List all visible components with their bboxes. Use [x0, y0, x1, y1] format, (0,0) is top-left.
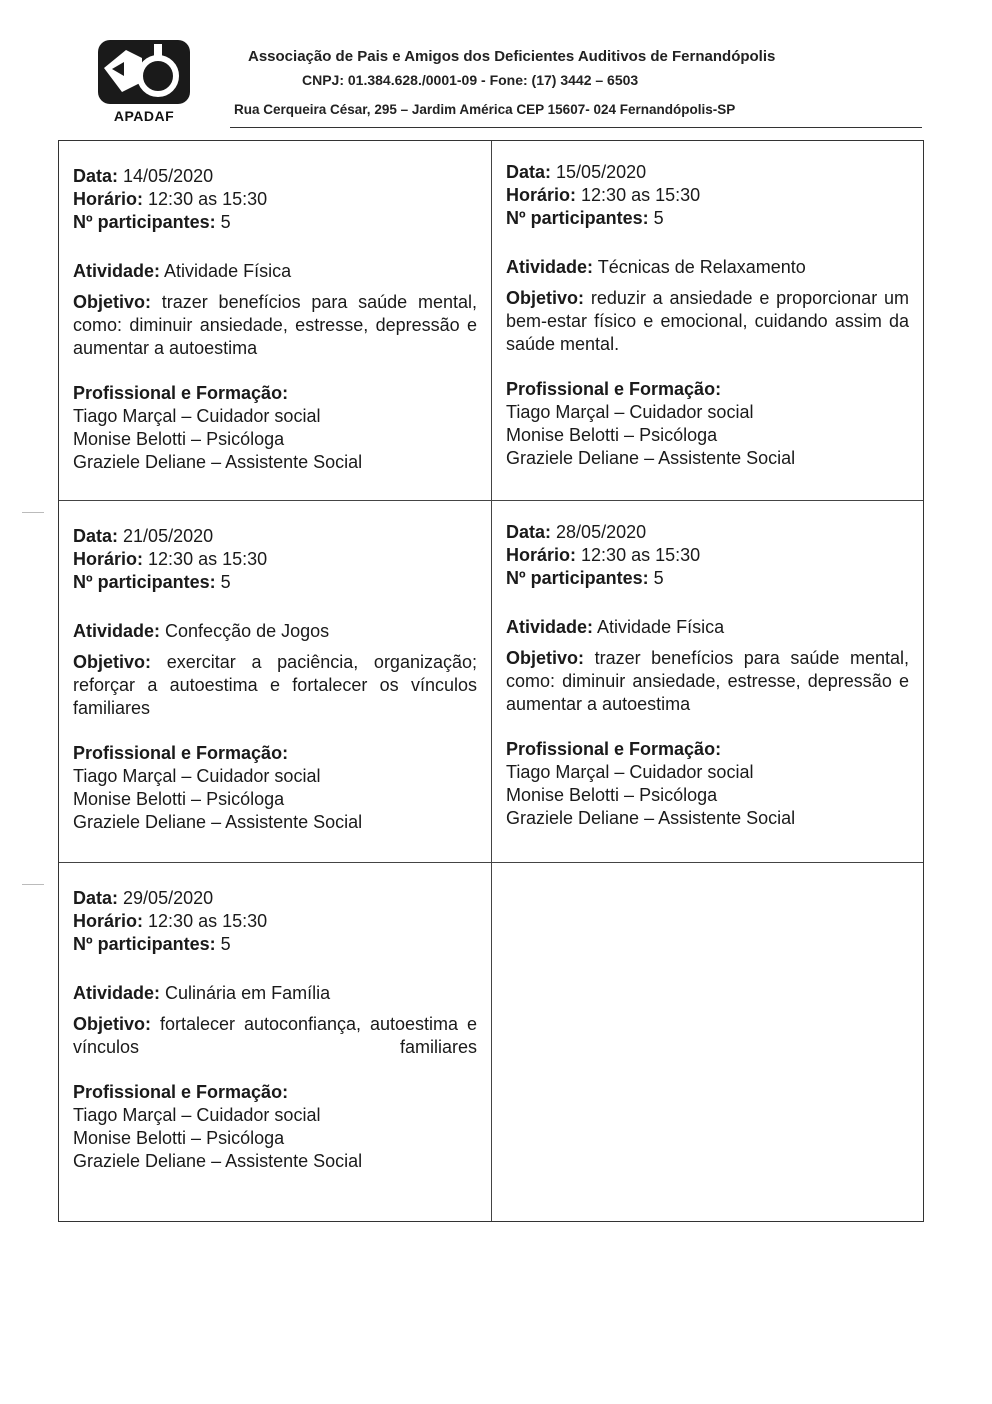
time-value: 12:30 as 15:30 — [581, 185, 701, 205]
organization-name: Associação de Pais e Amigos dos Deficientes Auditivos de Fernandópolis — [248, 48, 776, 65]
objective-line — [73, 651, 477, 720]
time-label: Horário: — [73, 549, 144, 569]
activity-line — [506, 256, 913, 279]
activity-line — [506, 616, 913, 639]
date-label: Data: — [73, 888, 119, 908]
participants-value: 5 — [653, 568, 664, 588]
objective-label: Objetivo: — [506, 288, 585, 308]
professional-item: Monise Belotti – Psicóloga — [73, 1128, 285, 1148]
date-label: Data: — [506, 162, 552, 182]
time-line — [506, 544, 913, 567]
empty-cell — [492, 863, 923, 1221]
date-value: 14/05/2020 — [123, 166, 214, 186]
organization-cnpj-phone: CNPJ: 01.384.628./0001-09 - Fone: (17) 3442 – 6503 — [302, 72, 639, 88]
schedule-entry — [59, 501, 492, 863]
professional-item: Graziele Deliane – Assistente Social — [506, 448, 796, 468]
participants-label: Nº participantes: — [506, 208, 649, 228]
ear-logo-icon — [96, 38, 192, 108]
professionals-label: Profissional e Formação: — [506, 739, 722, 759]
professional-item: Monise Belotti – Psicóloga — [73, 429, 285, 449]
participants-line — [73, 211, 481, 234]
objective-label: Objetivo: — [73, 292, 152, 312]
professional-item: Monise Belotti – Psicóloga — [506, 785, 718, 805]
participants-label: Nº participantes: — [73, 934, 216, 954]
objective-value: exercitar a paciência, organização; reforçar a autoestima e fortalecer os vínculos familiares — [73, 652, 477, 718]
professional-item: Graziele Deliane – Assistente Social — [73, 1151, 363, 1171]
activity-value: Técnicas de Relaxamento — [597, 257, 806, 277]
professionals-label: Profissional e Formação: — [73, 743, 289, 763]
participants-value: 5 — [220, 934, 231, 954]
professional-item: Graziele Deliane – Assistente Social — [506, 808, 796, 828]
activity-value: Confecção de Jogos — [165, 621, 330, 641]
professional-item: Tiago Marçal – Cuidador social — [73, 1105, 321, 1125]
date-label: Data: — [506, 522, 552, 542]
objective-label: Objetivo: — [73, 1014, 152, 1034]
date-value: 28/05/2020 — [556, 522, 647, 542]
participants-value: 5 — [220, 572, 231, 592]
objective-value: trazer benefícios para saúde mental, como: diminuir ansiedade, estresse, depressão e aumentar a autoestima — [506, 648, 909, 714]
participants-value: 5 — [220, 212, 231, 232]
schedule-entry — [492, 501, 923, 863]
time-label: Horário: — [73, 911, 144, 931]
activity-value: Atividade Física — [164, 261, 292, 281]
apadaf-logo — [96, 38, 192, 124]
time-value: 12:30 as 15:30 — [148, 549, 268, 569]
activity-line — [73, 260, 481, 283]
activity-label: Atividade: — [506, 257, 594, 277]
schedule-table — [58, 140, 924, 1222]
professional-item: Graziele Deliane – Assistente Social — [73, 812, 363, 832]
participants-line — [73, 933, 481, 956]
organization-address: Rua Cerqueira César, 295 – Jardim América CEP 15607- 024 Fernandópolis-SP — [234, 102, 736, 117]
professionals-label: Profissional e Formação: — [73, 383, 289, 403]
objective-label: Objetivo: — [506, 648, 585, 668]
professionals-label: Profissional e Formação: — [73, 1082, 289, 1102]
participants-label: Nº participantes: — [73, 572, 216, 592]
professional-item: Tiago Marçal – Cuidador social — [506, 402, 754, 422]
schedule-entry — [492, 141, 923, 501]
time-line — [73, 910, 481, 933]
date-line — [506, 521, 913, 544]
participants-value: 5 — [653, 208, 664, 228]
time-line — [73, 548, 481, 571]
date-value: 15/05/2020 — [556, 162, 647, 182]
objective-line — [73, 1013, 477, 1059]
time-label: Horário: — [73, 189, 144, 209]
time-label: Horário: — [506, 185, 577, 205]
time-line — [73, 188, 481, 211]
header-divider — [230, 127, 922, 128]
date-line — [73, 165, 481, 188]
objective-value: trazer benefícios para saúde mental, como: diminuir ansiedade, estresse, depressão e aumentar a autoestima — [73, 292, 477, 358]
professional-item: Tiago Marçal – Cuidador social — [506, 762, 754, 782]
date-line — [73, 525, 481, 548]
activity-label: Atividade: — [73, 983, 161, 1003]
punch-mark — [22, 884, 44, 885]
objective-line — [506, 647, 909, 716]
activity-label: Atividade: — [73, 261, 161, 281]
activity-line — [73, 620, 481, 643]
participants-line — [73, 571, 481, 594]
date-line — [506, 161, 913, 184]
activity-value: Culinária em Família — [165, 983, 331, 1003]
participants-label: Nº participantes: — [73, 212, 216, 232]
professional-item: Monise Belotti – Psicóloga — [73, 789, 285, 809]
participants-line — [506, 567, 913, 590]
logo-text: APADAF — [113, 108, 175, 124]
professional-item: Graziele Deliane – Assistente Social — [73, 452, 363, 472]
professional-item: Monise Belotti – Psicóloga — [506, 425, 718, 445]
activity-label: Atividade: — [73, 621, 161, 641]
date-label: Data: — [73, 166, 119, 186]
date-value: 21/05/2020 — [123, 526, 214, 546]
schedule-entry — [59, 863, 492, 1221]
date-value: 29/05/2020 — [123, 888, 214, 908]
participants-label: Nº participantes: — [506, 568, 649, 588]
time-value: 12:30 as 15:30 — [148, 911, 268, 931]
punch-mark — [22, 512, 44, 513]
objective-line — [73, 291, 477, 360]
date-label: Data: — [73, 526, 119, 546]
letterhead — [0, 0, 992, 135]
schedule-entry — [59, 141, 492, 501]
time-value: 12:30 as 15:30 — [581, 545, 701, 565]
date-line — [73, 887, 481, 910]
activity-line — [73, 982, 481, 1005]
time-label: Horário: — [506, 545, 577, 565]
professionals-label: Profissional e Formação: — [506, 379, 722, 399]
objective-line — [506, 287, 909, 356]
professional-item: Tiago Marçal – Cuidador social — [73, 406, 321, 426]
professional-item: Tiago Marçal – Cuidador social — [73, 766, 321, 786]
objective-value: reduzir a ansiedade e proporcionar um bem-estar físico e emocional, cuidando assim da saúde mental. — [506, 288, 909, 354]
objective-value: fortalecer autoconfiança, autoestima e vínculos familiares — [73, 1014, 477, 1057]
time-value: 12:30 as 15:30 — [148, 189, 268, 209]
activity-label: Atividade: — [506, 617, 594, 637]
time-line — [506, 184, 913, 207]
participants-line — [506, 207, 913, 230]
activity-value: Atividade Física — [597, 617, 725, 637]
objective-label: Objetivo: — [73, 652, 152, 672]
